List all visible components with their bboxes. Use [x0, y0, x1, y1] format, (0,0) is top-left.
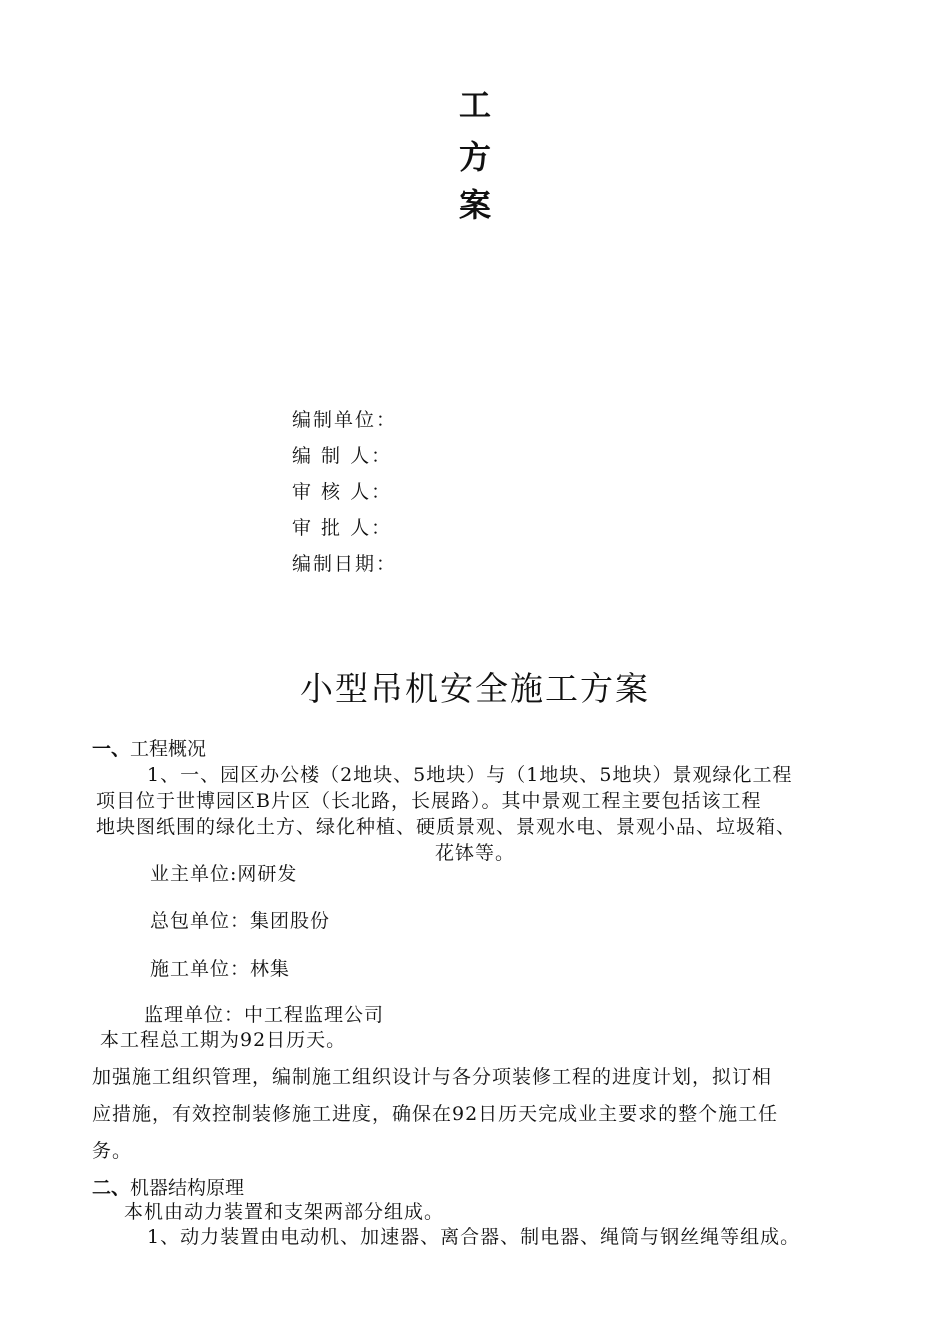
construction-unit: 施工单位：林集	[150, 958, 291, 980]
schedule-line-1: 加强施工组织管理，编制施工组织设计与各分项装修工程的进度计划，拟订相	[92, 1066, 773, 1088]
cover-title-char-3: 案	[459, 186, 492, 224]
cover-title-char-1: 工	[459, 86, 492, 124]
field-reviewer: 审 核 人：	[292, 481, 393, 503]
owner-unit: 业主单位:网研发	[150, 863, 298, 885]
schedule-line-2: 应措施，有效控制装修施工进度，确保在92日历天完成业主要求的整个施工任	[92, 1103, 779, 1125]
field-compiler: 编 制 人：	[292, 445, 393, 467]
section1-para-line-1: 1、一、园区办公楼（2地块、5地块）与（1地块、5地块）景观绿化工程	[147, 764, 793, 786]
section1-heading-number: 一、	[92, 738, 131, 760]
section2-heading-text: 机器结构原理	[130, 1177, 245, 1199]
section1-para-line-2: 项目位于世博园区B片区（长北路，长展路）。其中景观工程主要包括该工程	[96, 790, 762, 812]
section1-para-line-3: 地块图纸围的绿化土方、绿化种植、硬质景观、景观水电、景观小品、垃圾箱、	[96, 816, 797, 838]
section2-line-2: 1、动力装置由电动机、加速器、离合器、制电器、绳筒与钢丝绳等组成。	[147, 1226, 801, 1248]
cover-title-char-2: 方	[459, 138, 492, 176]
section1-heading-text: 工程概况	[130, 738, 207, 760]
section2-heading	[92, 1173, 244, 1200]
schedule-line-3: 务。	[92, 1140, 133, 1162]
document-title: 小型吊机安全施工方案	[300, 669, 650, 708]
section1-heading	[92, 734, 206, 761]
field-compile-date: 编制日期：	[292, 553, 398, 575]
supervision-unit: 监理单位：中工程监理公司	[144, 1004, 385, 1026]
project-duration: 本工程总工期为92日历天。	[100, 1029, 347, 1051]
section2-heading-number: 二、	[92, 1177, 131, 1199]
field-approver: 审 批 人：	[292, 517, 393, 539]
section2-line-1: 本机由动力装置和支架两部分组成。	[124, 1201, 445, 1223]
field-compiling-unit: 编制单位：	[292, 409, 398, 431]
section1-para-line-4: 花钵等。	[434, 842, 515, 864]
general-contractor-unit: 总包单位：集团股份	[150, 910, 331, 932]
